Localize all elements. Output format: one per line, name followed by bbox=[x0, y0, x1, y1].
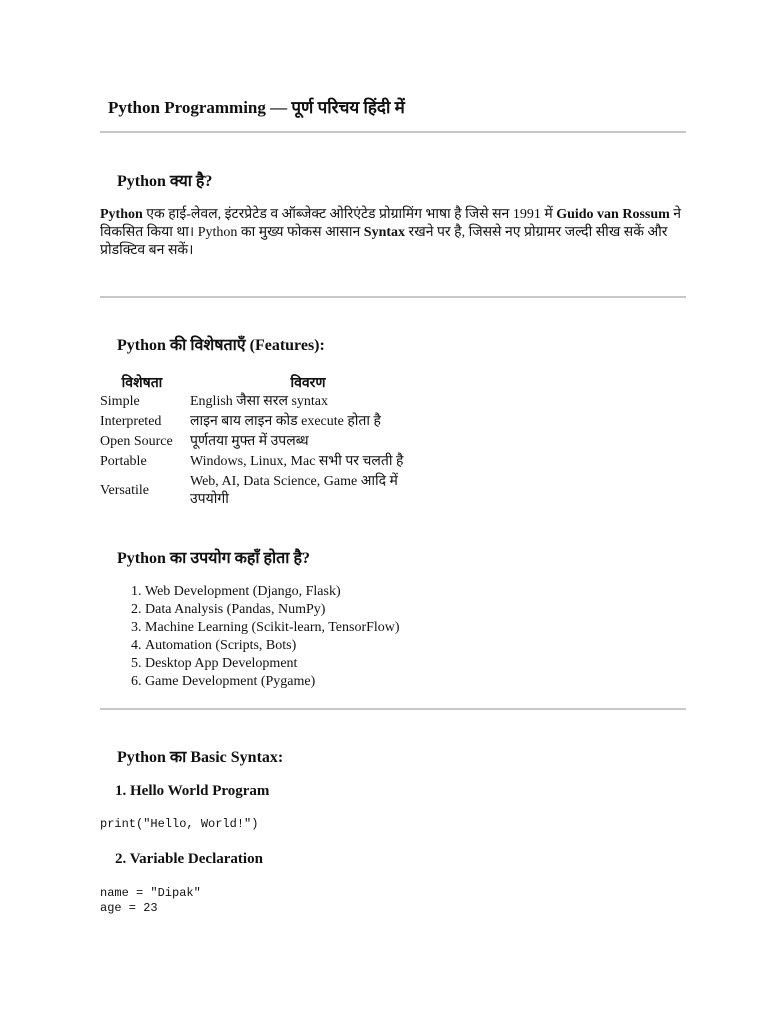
intro-creator: Guido van Rossum bbox=[556, 207, 670, 222]
divider bbox=[100, 708, 686, 710]
description-cell: Web, AI, Data Science, Game आदि में उपयोगी bbox=[190, 474, 398, 507]
feature-cell: Portable bbox=[100, 454, 147, 469]
divider bbox=[100, 131, 686, 133]
list-item: 1. Web Development (Django, Flask) bbox=[145, 583, 400, 601]
section-heading-what-is-python: Python क्या है? bbox=[117, 173, 213, 190]
code-line: name = "Dipak" bbox=[100, 886, 201, 900]
intro-paragraph bbox=[100, 206, 690, 260]
table-row bbox=[100, 412, 432, 432]
uses-list bbox=[100, 583, 400, 691]
feature-cell: Open Source bbox=[100, 434, 173, 449]
feature-cell: Interpreted bbox=[100, 414, 162, 429]
table-row bbox=[100, 452, 432, 472]
table-row bbox=[100, 392, 432, 412]
description-cell: पूर्णतया मुफ्त में उपलब्ध bbox=[190, 434, 309, 449]
intro-bold-python: Python bbox=[100, 207, 143, 222]
table-row bbox=[100, 432, 432, 452]
divider bbox=[100, 296, 686, 298]
table-header-row bbox=[100, 372, 432, 392]
intro-text-2: में bbox=[544, 207, 557, 222]
code-block-hello-world: print("Hello, World!") bbox=[100, 817, 259, 831]
page-title: Python Programming — पूर्ण परिचय हिंदी में bbox=[108, 98, 405, 117]
intro-text-3: ने विकसित किया था। Python का मुख्य फोकस आसान bbox=[100, 207, 682, 240]
description-cell: Windows, Linux, Mac सभी पर चलती है bbox=[190, 454, 404, 469]
list-item: 2. Data Analysis (Pandas, NumPy) bbox=[145, 601, 400, 619]
table-row bbox=[100, 472, 432, 510]
intro-bold-syntax: Syntax bbox=[363, 225, 406, 240]
description-cell: English जैसा सरल syntax bbox=[190, 394, 328, 409]
feature-cell: Versatile bbox=[100, 483, 149, 498]
features-table bbox=[100, 372, 432, 510]
section-heading-basic-syntax: Python का Basic Syntax: bbox=[117, 749, 284, 766]
column-header-feature: विशेषता bbox=[121, 375, 163, 391]
subheading-variable-declaration: 2. Variable Declaration bbox=[115, 851, 263, 867]
list-item: 3. Machine Learning (Scikit-learn, TensorFlow) bbox=[145, 619, 400, 637]
column-header-description: विवरण bbox=[290, 375, 326, 391]
list-item: 5. Desktop App Development bbox=[145, 655, 400, 673]
code-line: age = 23 bbox=[100, 901, 158, 915]
list-item: 6. Game Development (Pygame) bbox=[145, 673, 400, 691]
feature-cell: Simple bbox=[100, 394, 140, 409]
section-heading-features: Python की विशेषताएँ (Features): bbox=[117, 337, 325, 354]
description-cell: लाइन बाय लाइन कोड execute होता है bbox=[190, 414, 381, 429]
subheading-hello-world: 1. Hello World Program bbox=[115, 783, 270, 799]
intro-text-4: रखने पर है, जिससे नए प्रोग्रामर जल्दी सीख सकें और प्रोडक्टिव बन सकें। bbox=[100, 225, 668, 258]
section-heading-uses: Python का उपयोग कहाँ होता है? bbox=[117, 550, 310, 567]
intro-text-1: एक हाई-लेवल, इंटरप्रेटेड व ऑब्जेक्ट ओरिएंटेड प्रोग्रामिंग भाषा है जिसे सन 1991 bbox=[142, 207, 545, 222]
list-item: 4. Automation (Scripts, Bots) bbox=[145, 637, 400, 655]
code-block-variables bbox=[100, 886, 201, 916]
